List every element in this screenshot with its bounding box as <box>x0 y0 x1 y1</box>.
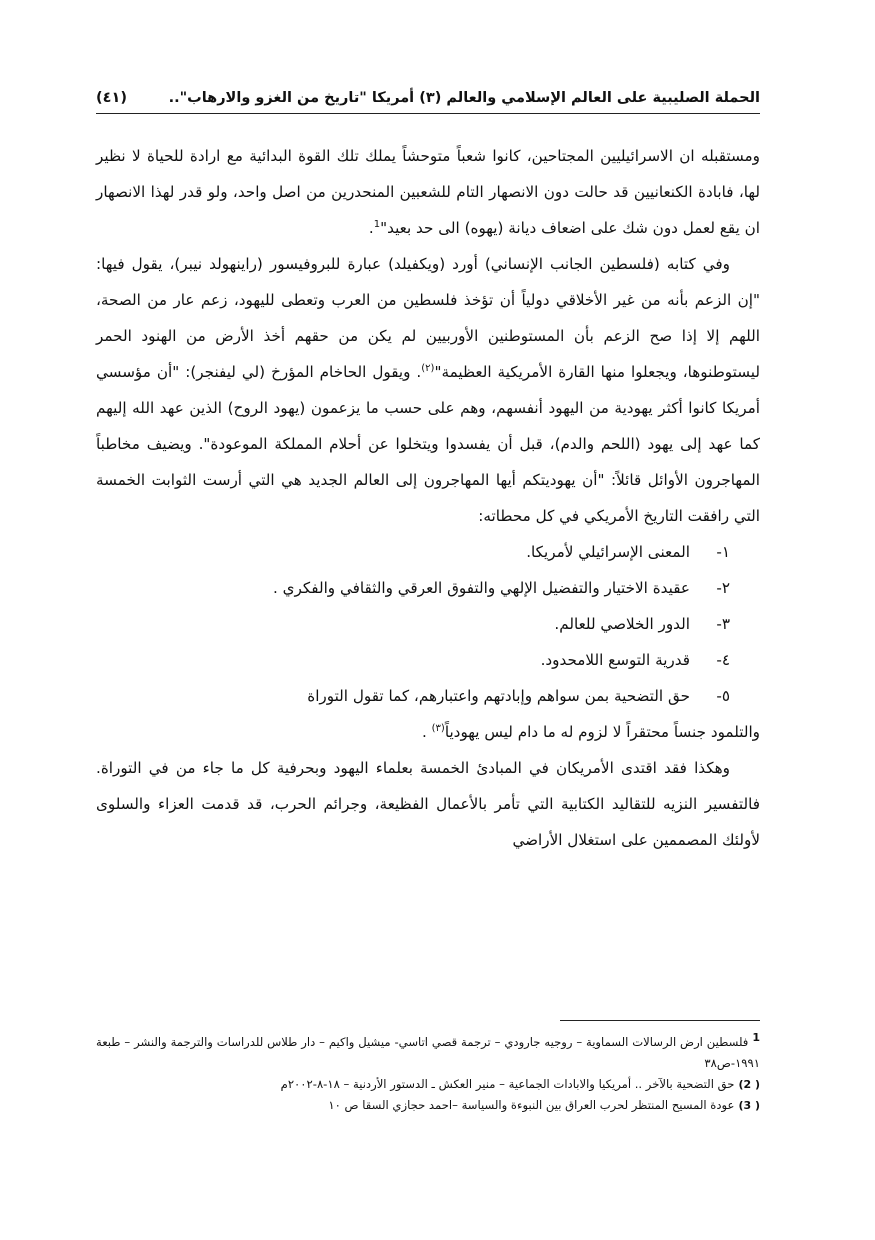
footnote-ref-1: 1 <box>373 218 381 230</box>
footnote-2 <box>96 1074 760 1095</box>
footnote-3 <box>96 1095 760 1116</box>
page-number: (٤١) <box>96 90 127 106</box>
document-page <box>96 86 760 1166</box>
list-item <box>96 678 760 714</box>
footnote-mark-1: 1 <box>752 1031 760 1045</box>
paragraph-1-end: . <box>368 219 374 237</box>
list-item-text: المعنى الإسرائيلي لأمريكا. <box>526 543 690 561</box>
footnote-1 <box>96 1032 760 1074</box>
list-continuation <box>96 714 760 750</box>
list-continuation-text: والتلمود جنساً محتقراً لا لزوم له ما دام ليس يهودياً <box>444 723 760 741</box>
paragraph-1-text: ومستقبله ان الاسرائيليين المجتاحين، كانوا شعباً متوحشاً يملك تلك القوة البدائية مع ارادة للحياة لا نظير لها، فابادة الكنعانيين قد حالت دون الانصهار التام للشعبين المنحدرين من اصل واحد، ولو قدر لهذا الانصهار ان يقع لعمل دون شك على اضعاف ديانة (يهوه) الى حد بعيد" <box>96 147 760 237</box>
list-item-text: حق التضحية بمن سواهم وإبادتهم واعتبارهم، كما تقول التوراة <box>307 687 690 705</box>
footnote-text-1: فلسطين ارض الرسالات السماوية – روجيه جارودي – ترجمة قصي اتاسي- ميشيل واكيم – دار طلاس للدراسات والترجمة والنشر – طبعة ١٩٩١-ص٣٨ <box>96 1035 760 1070</box>
list-item-number: ٥- <box>716 687 730 705</box>
list-item-number: ٤- <box>716 651 730 669</box>
footnotes <box>96 1032 760 1116</box>
list-item-text: الدور الخلاصي للعالم. <box>554 615 690 633</box>
running-header <box>96 86 760 114</box>
list-item-number: ١- <box>716 543 730 561</box>
paragraph-2 <box>96 246 760 534</box>
footnote-mark-2: ( 2) <box>738 1078 760 1091</box>
footnote-text-2: حق التضحية بالآخر .. أمريكيا والابادات الجماعية – منير العكش ـ الدستور الأردنية – ١٨-٨-٢٠٠٢م <box>280 1077 735 1091</box>
numbered-list <box>96 534 760 714</box>
list-item <box>96 570 760 606</box>
list-item <box>96 534 760 570</box>
paragraph-2-continued: . ويقول الحاخام المؤرخ (لي ليفنجر): "أن مؤسسي أمريكا كانوا أكثر يهودية من اليهود أنفسهم، وهم على حسب ما يزعمون (يهود الروح) الذين عهد الله إليهم كما عهد إلى يهود (اللحم والدم)، قبل أن يفسدوا ويتخلوا عن أحلام المملكة الموعودة". ويضيف مخاطباً المهاجرون الأوائل قائلاً: "أن يهوديتكم أيها المهاجرون إلى العالم الجديد هي التي أرست الثوابت الخمسة التي رافقت التاريخ الأمريكي في كل محطاته: <box>96 363 760 525</box>
footnote-text-3: عودة المسيح المنتظر لحرب العراق بين النبوءة والسياسة –احمد حجازي السقا ص ١٠ <box>328 1098 735 1112</box>
footnote-ref-2: (٢) <box>421 362 435 374</box>
list-item-text: عقيدة الاختيار والتفضيل الإلهي والتفوق العرقي والثقافي والفكري . <box>272 579 690 597</box>
paragraph-1 <box>96 138 760 246</box>
header-title: الحملة الصليبية على العالم الإسلامي والعالم (٣) أمريكا "تاريخ من الغزو والارهاب".. <box>168 90 760 106</box>
body-text <box>96 138 760 858</box>
list-item <box>96 606 760 642</box>
list-item <box>96 642 760 678</box>
footnote-mark-3: ( 3) <box>738 1099 760 1112</box>
paragraph-3: وهكذا فقد اقتدى الأمريكان في المبادئ الخمسة بعلماء اليهود وبحرفية كل ما جاء من في التوراة. فالتفسير النزيه للتقاليد الكتابية التي تأمر بالأعمال الفظيعة، وجرائم الحرب، قد قدمت العزاء والسلوى لأولئك المصممين على استغلال الأراضي <box>96 759 760 849</box>
list-item-text: قدرية التوسع اللامحدود. <box>540 651 690 669</box>
footnote-divider <box>560 1020 760 1021</box>
list-item-number: ٣- <box>716 615 730 633</box>
list-item-number: ٢- <box>716 579 730 597</box>
paragraph-2-text: وفي كتابه (فلسطين الجانب الإنساني) أورد (ويكفيلد) عبارة للبروفيسور (راينهولد نيبر)، يقول فيها: "إن الزعم بأنه من غير الأخلاقي دولياً أن تؤخذ فلسطين من العرب وتعطى لليهود، زعم عار من الصحة، اللهم إلا إذا صح الزعم بأن المستوطنين الأوربيين لم يكن من حقهم أخذ الأرض من الهنود الحمر ليستوطنوها، ويجعلوا منها القارة الأمريكية العظيمة" <box>96 255 760 381</box>
list-continuation-end: . <box>421 723 432 741</box>
footnote-ref-3: (٣) <box>431 722 445 734</box>
